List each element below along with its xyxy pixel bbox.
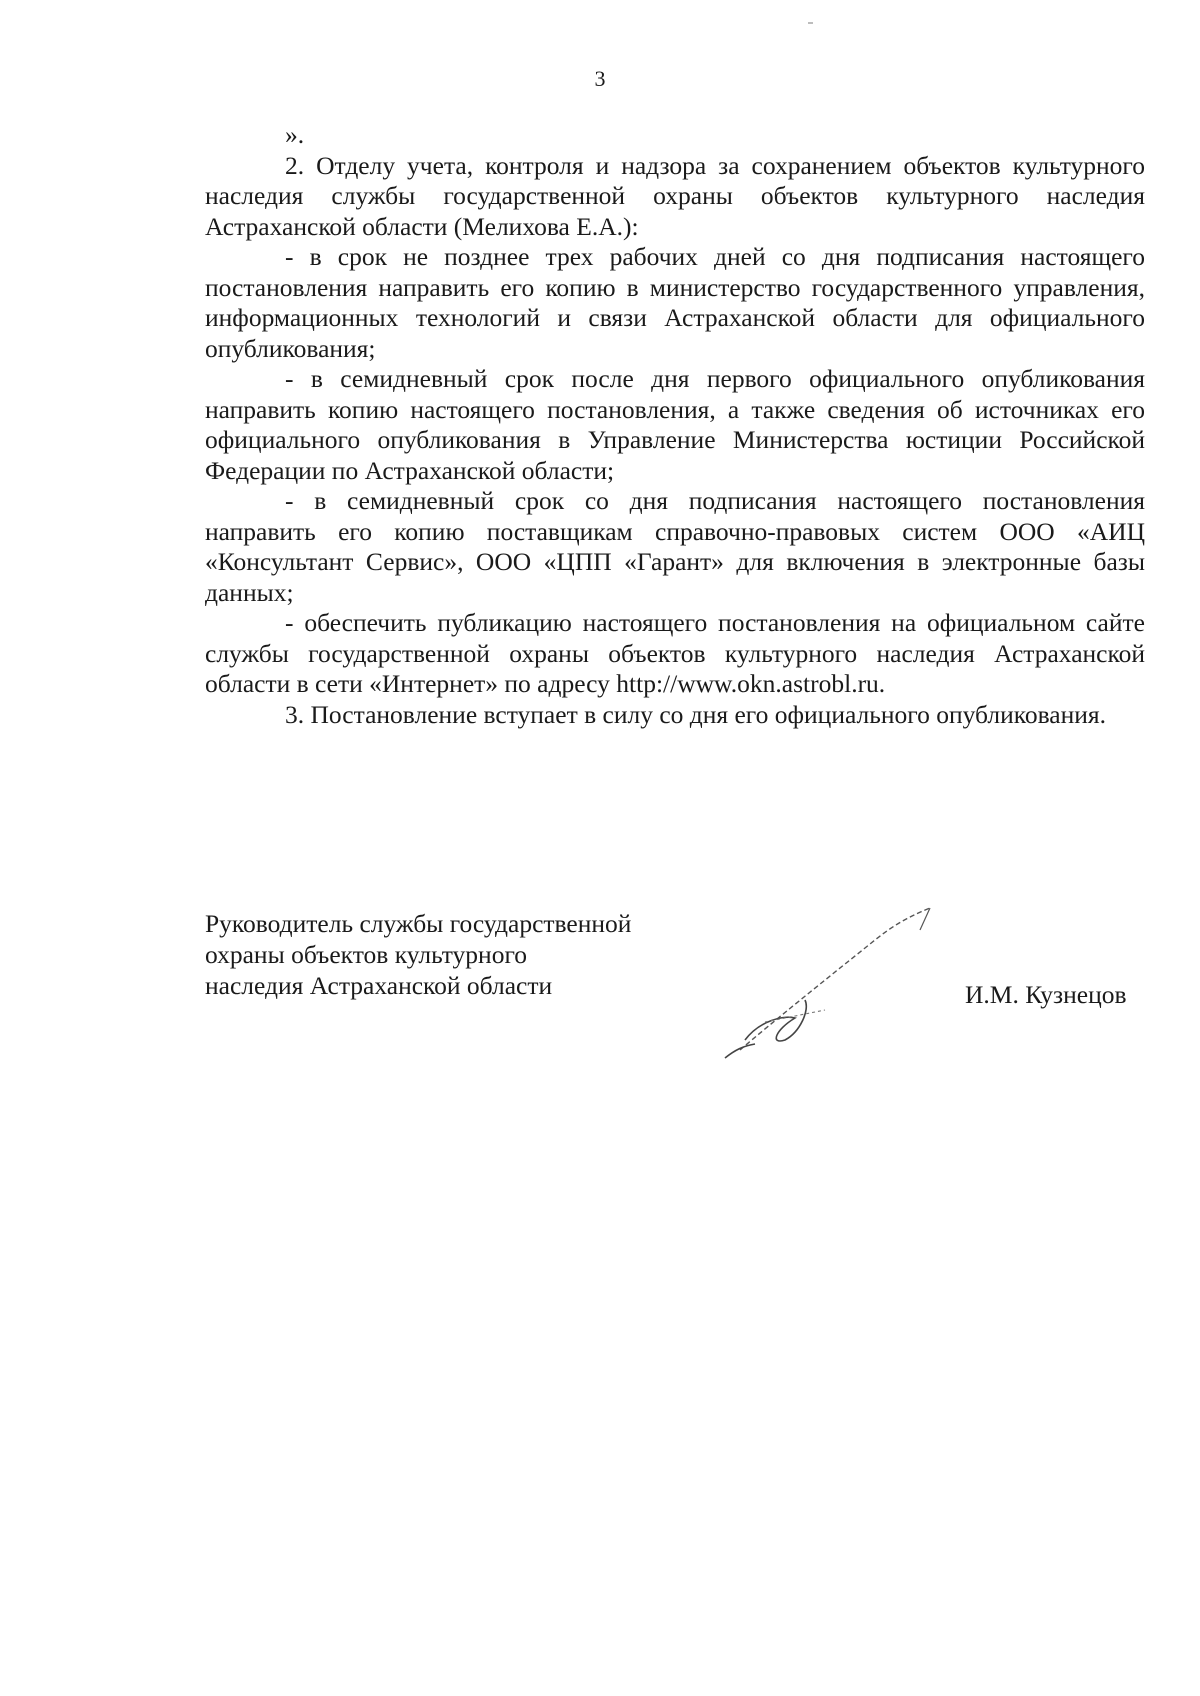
signer-position-line: наследия Астраханской области <box>205 971 553 1000</box>
page-number: 3 <box>594 66 606 91</box>
signer-name: И.М. Кузнецов <box>965 980 1127 1009</box>
item-2-bullet-2: - в семидневный срок после дня первого официального опубликования направить копию настоящего постановления, а также сведения об источниках его официального опубликования в Управление Министерства юстиции Российской Федерации по Астраханской области; <box>205 364 1145 485</box>
item-2-intro: 2. Отделу учета, контроля и надзора за сохранением объектов культурного наследия службы государственной охраны объектов культурного наследия Астраханской области (Мелихова Е.А.): <box>205 150 1145 241</box>
item-2-bullet-3: - в семидневный срок со дня подписания настоящего постановления направить его копию поставщикам справочно-правовых систем ООО «АИЦ «Консультант Сервис», ООО «ЦПП «Гарант» для включения в электронные базы данных; <box>205 486 1145 607</box>
signer-position-line: Руководитель службы государственной <box>205 909 632 938</box>
closing-quote: ». <box>285 120 305 149</box>
handwritten-signature <box>715 900 945 1070</box>
signer-position-line: охраны объектов культурного <box>205 940 528 969</box>
item-3: 3. Постановление вступает в силу со дня его официального опубликования. <box>285 699 1106 729</box>
signer-position <box>205 908 631 1001</box>
item-2-bullet-4: - обеспечить публикацию настоящего постановления на официальном сайте службы государственной охраны объектов культурного наследия Астраханской области в сети «Интернет» по адресу http://www.okn.astrobl.ru. <box>205 608 1145 698</box>
scan-speck <box>808 22 813 24</box>
document-body <box>205 120 1145 730</box>
item-2-bullet-1: - в срок не позднее трех рабочих дней со дня подписания настоящего постановления направить его копию в министерство государственного управления, информационных технологий и связи Астраханской области для официального опубликования; <box>205 242 1145 363</box>
